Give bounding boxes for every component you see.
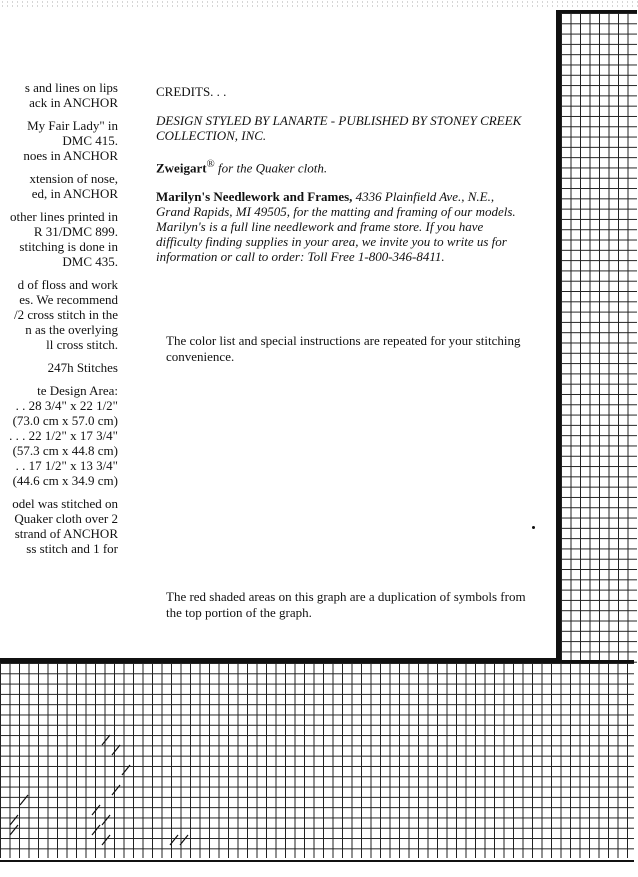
- left-line: DMC 415.: [62, 133, 118, 148]
- left-line: noes in ANCHOR: [23, 148, 118, 163]
- credits-heading: CREDITS. . .: [156, 84, 227, 99]
- left-line: ed, in ANCHOR: [31, 186, 118, 201]
- frame-edge-vertical: [556, 10, 559, 662]
- zweigart-text: for the Quaker cloth.: [214, 160, 328, 176]
- credits-section: [156, 84, 528, 278]
- left-column-instructions: [0, 80, 118, 556]
- bottom-rule: [0, 860, 634, 862]
- left-line: stitching is done in: [19, 239, 118, 254]
- zweigart-name: Zweigart: [156, 160, 207, 176]
- marilyn-credit: [156, 189, 528, 264]
- left-line: Quaker cloth over 2: [14, 511, 118, 526]
- red-shaded-note: The red shaded areas on this graph are a duplication of symbols from the top portion of the graph.: [166, 589, 526, 620]
- left-line: ack in ANCHOR: [29, 95, 118, 110]
- left-line: (73.0 cm x 57.0 cm): [12, 413, 118, 428]
- left-line: ll cross stitch.: [46, 337, 118, 352]
- left-line: . . 28 3/4" x 22 1/2": [15, 398, 118, 413]
- left-line: s and lines on lips: [24, 80, 118, 95]
- graph-symbols: [0, 660, 634, 855]
- left-line: xtension of nose,: [29, 171, 118, 186]
- left-line: /2 cross stitch in the: [14, 307, 118, 322]
- left-line: DMC 435.: [62, 254, 118, 269]
- left-line: d of floss and work: [17, 277, 118, 292]
- left-line: odel was stitched on: [12, 496, 118, 511]
- scan-noise: [0, 0, 638, 8]
- graph-grid-right: [558, 10, 637, 663]
- left-line: (57.3 cm x 44.8 cm): [12, 443, 118, 458]
- left-line: ss stitch and 1 for: [26, 541, 118, 556]
- left-line: strand of ANCHOR: [14, 526, 118, 541]
- left-line: My Fair Lady" in: [27, 118, 118, 133]
- left-line: 247h Stitches: [47, 360, 118, 375]
- left-line: . . 17 1/2" x 13 3/4": [15, 458, 118, 473]
- left-line: . . . 22 1/2" x 17 3/4": [9, 428, 118, 443]
- color-list-note: The color list and special instructions are repeated for your stitching convenience.: [166, 333, 521, 364]
- left-line: es. We recommend: [19, 292, 118, 307]
- left-line: other lines printed in: [10, 209, 118, 224]
- stray-dot: [532, 526, 535, 529]
- left-line: n as the overlying: [25, 322, 118, 337]
- left-line: te Design Area:: [37, 383, 118, 398]
- zweigart-credit: [156, 157, 528, 175]
- marilyn-name: Marilyn's Needlework and Frames,: [156, 189, 353, 205]
- design-credit: DESIGN STYLED BY LANARTE - PUBLISHED BY STONEY CREEK COLLECTION, INC.: [156, 113, 522, 143]
- left-line: R 31/DMC 899.: [33, 224, 118, 239]
- registered-mark: ®: [206, 158, 215, 170]
- marilyn-text: 4336 Plainfield Ave., N.E., Grand Rapids, MI 49505, for the matting and framing of our models. Marilyn's is a full line needlework and frame store. If you have difficulty finding supplies in your area, we invite you to write us for information or call to order: Toll Free 1-800-346-8411.: [156, 189, 516, 265]
- left-line: (44.6 cm x 34.9 cm): [12, 473, 118, 488]
